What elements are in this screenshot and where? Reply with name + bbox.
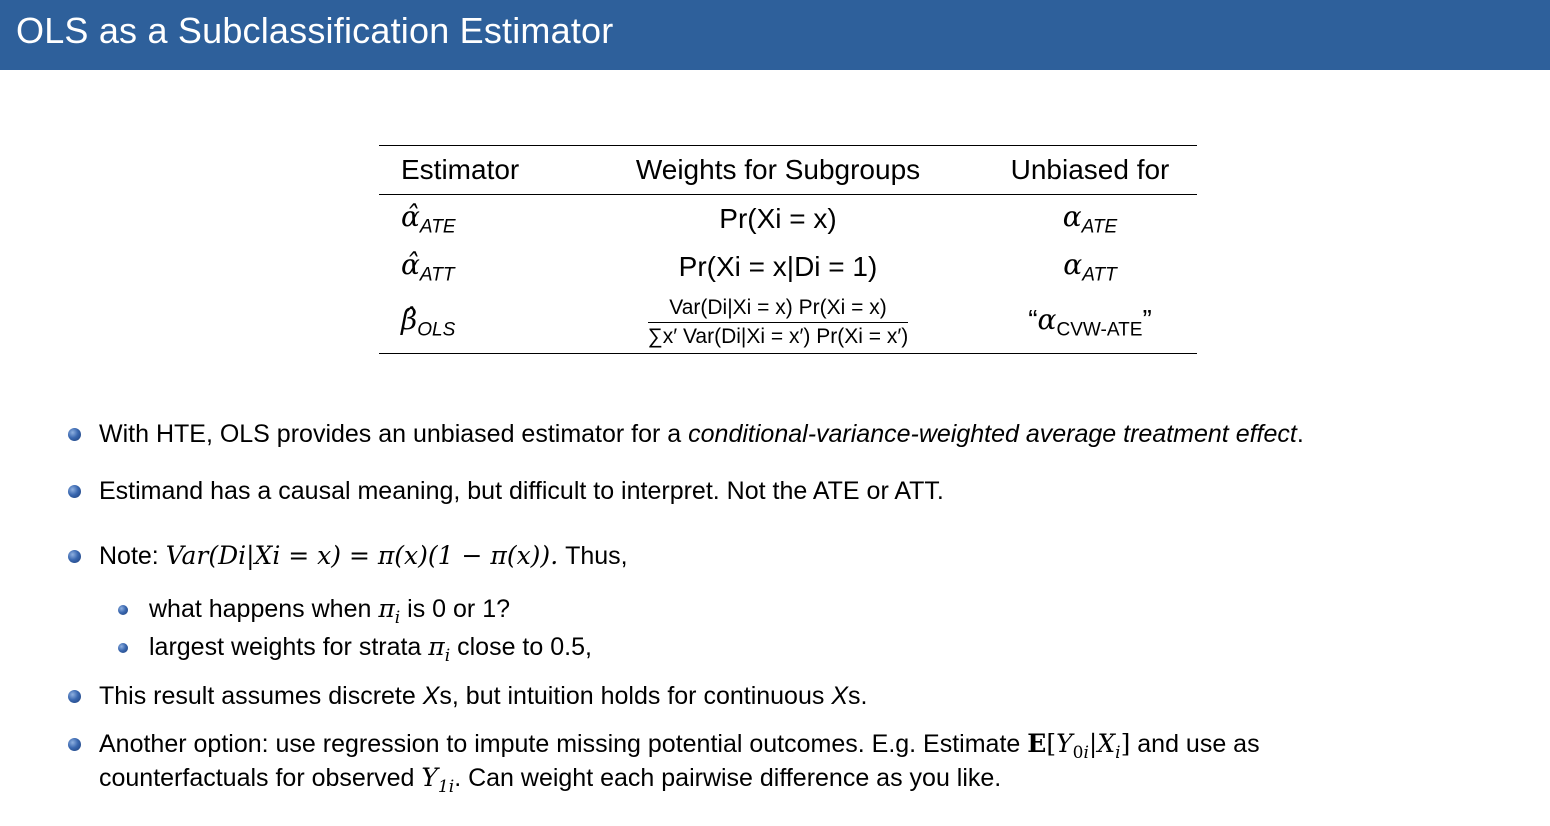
bullet-text: This result assumes discrete: [99, 682, 423, 710]
fraction-denominator: ∑x′ Var(Di|Xi = x′) Pr(Xi = x′): [647, 324, 909, 348]
bullet-text: close to 0.5,: [450, 633, 592, 661]
slide-title: OLS as a Subclassification Estimator: [16, 10, 614, 51]
bullet-icon: [68, 738, 81, 751]
sub-bullet-icon: [118, 605, 128, 615]
bullet-text: s.: [848, 682, 868, 710]
estimator-subscript: OLS: [417, 319, 456, 341]
table-row: [379, 291, 1197, 354]
header-estimator: Estimator: [379, 146, 573, 195]
weight-fraction: [648, 296, 909, 349]
bullet-icon: [68, 428, 81, 441]
bullet-text: is 0 or 1?: [400, 595, 510, 623]
bullet-text: and use as: [1130, 730, 1260, 758]
bullet-text: .: [1296, 420, 1304, 448]
bullet-icon: [68, 485, 81, 498]
header-unbiased: Unbiased for: [983, 146, 1197, 195]
unbiased-cell: $\alpha_{ATT}$: [1063, 247, 1117, 286]
estimator-cell: $\betâ_{OLS}$: [379, 291, 573, 354]
unbiased-subscript: ATE: [1081, 216, 1118, 238]
bullet-text: largest weights for strata: [149, 633, 429, 661]
weight-cell: [573, 243, 983, 291]
weight-cell: [573, 291, 983, 354]
weight-formula: Pr(Xi = x|Di = 1): [678, 251, 878, 282]
bullet-text: what happens when: [149, 595, 379, 623]
title-bar: [0, 0, 1550, 70]
bullet-text: Estimand has a causal meaning, but difficult to interpret. Not the ATE or ATT.: [99, 477, 944, 505]
unbiased-subscript: ATT: [1082, 264, 1117, 286]
bullet-text: s, but intuition holds for continuous: [439, 682, 832, 710]
weight-cell: [573, 195, 983, 244]
sub-bullet-icon: [118, 643, 128, 653]
unbiased-cell: $\alpha_{ATE}$: [1062, 199, 1118, 238]
bullet-emphasis: conditional-variance-weighted average treatment effect: [688, 420, 1297, 448]
estimator-subscript: ATT: [419, 264, 455, 286]
unbiased-subscript: CVW-ATE: [1056, 319, 1143, 341]
variance-formula: Var(Di|Xi = x) = π(x)(1 − π(x)).: [165, 541, 559, 570]
table-row: [379, 195, 1197, 244]
bullet-text: Thus,: [565, 542, 628, 570]
table-row: [379, 243, 1197, 291]
bullet-text: With HTE, OLS provides an unbiased estimator for a: [99, 420, 689, 448]
estimator-cell: $\alphâ_{ATE}$: [401, 199, 456, 238]
bullet-icon: [68, 550, 81, 563]
bullet-text: Note:: [99, 542, 166, 570]
bullet-icon: [68, 690, 81, 703]
fraction-numerator: Var(Di|Xi = x) Pr(Xi = x): [648, 296, 909, 323]
estimator-cell: $\alphâ_{ATT}$: [401, 247, 455, 286]
estimator-table: [379, 145, 1197, 354]
unbiased-cell: “$\alpha_{CVW-ATE}$”: [983, 291, 1197, 354]
bullet-text: counterfactuals for observed: [99, 764, 422, 792]
bullet-text: Another option: use regression to impute missing potential outcomes. E.g. Estimate: [99, 730, 1028, 758]
weight-formula: Pr(Xi = x): [719, 203, 837, 234]
header-weights: Weights for Subgroups: [573, 146, 983, 195]
table-header-row: [379, 146, 1197, 195]
bullet-text: . Can weight each pairwise difference as you like.: [454, 764, 1002, 792]
estimator-subscript: ATE: [419, 216, 456, 238]
